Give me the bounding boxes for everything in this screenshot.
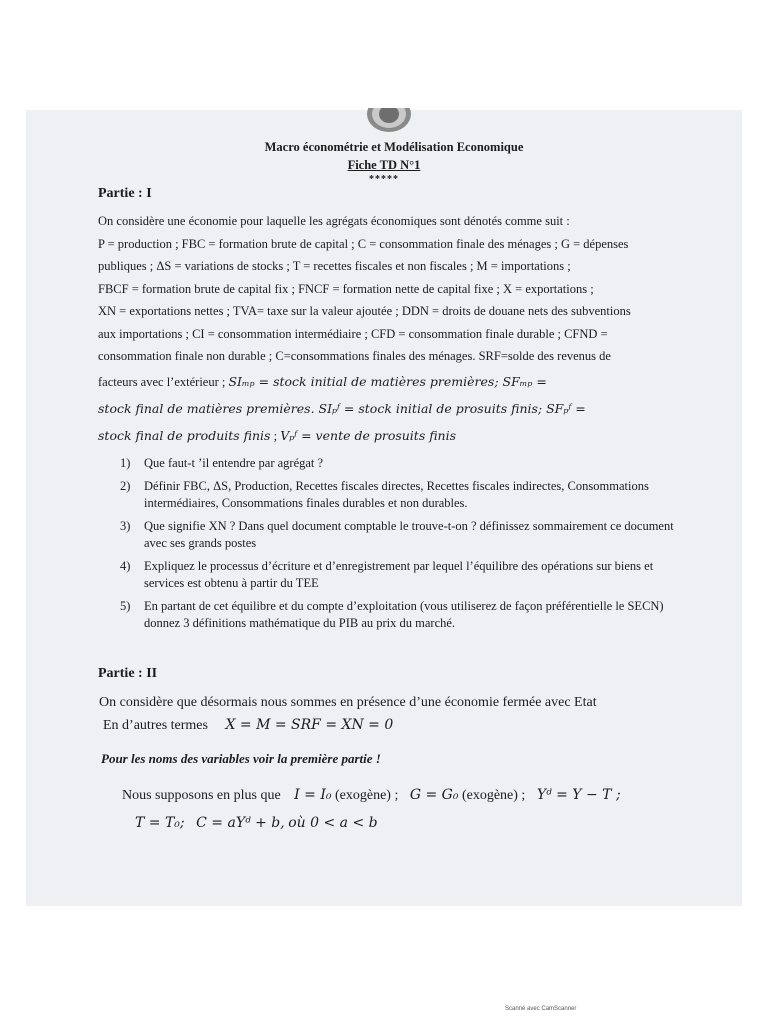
document-subtitle: Fiche TD N°1: [347, 158, 421, 172]
eq-consumption-tail: où 0 < a < b: [288, 815, 378, 831]
question-text: Expliquez le processus d’écriture et d’enregistrement par lequel l’équilibre des opérations sur biens et services est obtenu à partir du TEE: [144, 559, 654, 590]
part2-line-2: [103, 717, 393, 734]
part1-line: aux importations ; CI = consommation intermédiaire ; CFD = consommation finale durable ; CFND =: [98, 327, 608, 341]
question-number: 4): [120, 559, 131, 573]
question-item: [120, 558, 690, 592]
part1-math-line-2: stock final de matières premières. SIₚᶠ = stock initial de prosuits finis; SFₚᶠ =: [98, 401, 586, 416]
question-item: [120, 478, 690, 512]
part1-line: consommation finale non durable ; C=consommations finales des ménages. SRF=solde des revenus de: [98, 349, 611, 363]
part1-line: P = production ; FBC = formation brute de capital ; C = consommation finale des ménages ; G = dépenses: [98, 237, 629, 251]
eq-taxes: T = T₀;: [135, 815, 185, 831]
eq-government: G = G₀: [409, 787, 459, 803]
title-stars: *****: [369, 174, 399, 185]
assumptions-line-2: [135, 815, 378, 832]
math-line-1-text: facteurs avec l’extérieur ;: [98, 375, 226, 389]
part1-line: FBCF = formation brute de capital fix ; FNCF = formation nette de capital fixe ; X = exportations ;: [98, 282, 594, 296]
university-logo: [364, 108, 414, 134]
question-item: [120, 598, 690, 632]
scanner-watermark: Scanné avec CamScanner: [505, 1006, 577, 1012]
assumptions-intro: Nous supposons en plus que: [122, 788, 281, 803]
question-number: 3): [120, 519, 131, 533]
questions-list: [120, 455, 690, 632]
question-number: 5): [120, 599, 131, 613]
question-text: Définir FBC, ΔS, Production, Recettes fiscales directes, Recettes fiscales indirectes, Consommations intermédiaires, Consommations finales durables et non durables.: [144, 479, 649, 510]
part2-heading: Partie : II: [98, 666, 158, 681]
document-title: Macro économétrie et Modélisation Economique: [264, 140, 524, 154]
question-item: [120, 518, 690, 552]
variables-note: Pour les noms des variables voir la première partie !: [101, 751, 381, 766]
question-number: 1): [120, 456, 131, 470]
part1-math-line-1: [98, 374, 547, 390]
part1-line: XN = exportations nettes ; TVA= taxe sur la valeur ajoutée ; DDN = droits de douane nets des subventions: [98, 304, 631, 318]
part2-line-2-text: En d’autres termes: [103, 718, 208, 733]
part1-line: publiques ; ΔS = variations de stocks ; T = recettes fiscales et non fiscales ; M = importations ;: [98, 259, 571, 273]
assumptions-line-1: [122, 787, 621, 804]
question-text: En partant de cet équilibre et du compte d’exploitation (vous utiliserez de façon préférentielle le SECN) donnez 3 définitions mathématique du PIB au prix du marché.: [144, 599, 664, 630]
part1-line: On considère une économie pour laquelle les agrégats économiques sont dénotés comme suit :: [98, 214, 570, 228]
part2-line-1: On considère que désormais nous sommes en présence d’une économie fermée avec Etat: [99, 695, 597, 710]
question-number: 2): [120, 479, 131, 493]
math-line-3-sep: ;: [270, 429, 281, 443]
math-line-3-formula-b: Vₚᶠ = vente de prosuits finis: [280, 428, 457, 443]
eq-disposable-income: Yᵈ = Y − T ;: [536, 787, 621, 803]
eq-government-tag: (exogène) ;: [461, 788, 526, 803]
question-text: Que faut-t ’il entendre par agrégat ?: [144, 456, 324, 470]
math-line-3-formula-a: stock final de produits finis: [98, 428, 271, 443]
part1-math-line-3: [98, 428, 456, 444]
question-text: Que signifie XN ? Dans quel document comptable le trouve-t-on ? définissez sommairement ce document avec ses grands postes: [144, 519, 674, 550]
part1-heading: Partie : I: [98, 186, 152, 201]
eq-investment: I = I₀: [294, 787, 332, 803]
question-item: [120, 455, 690, 472]
part2-line-2-formula: X = M = SRF = XN = 0: [225, 717, 394, 733]
eq-investment-tag: (exogène) ;: [334, 788, 399, 803]
eq-consumption: C = aYᵈ + b,: [196, 815, 285, 831]
math-line-1-formula: SIₘₚ = stock initial de matières premières; SFₘₚ =: [228, 374, 547, 389]
